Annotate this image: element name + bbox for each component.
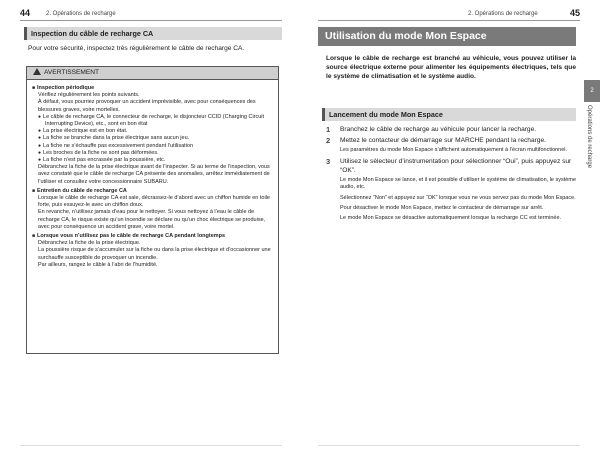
warning-paragraph: Par ailleurs, rangez le câble à l’abri de l’humidité. — [38, 261, 158, 268]
step-note: Le mode Mon Espace se lance, et il est possible d’utiliser le système de climatisation, le système audio, etc. — [340, 177, 576, 191]
warning-subheading: ■ Inspection périodique — [32, 85, 273, 92]
warning-paragraph: Lorsque le câble de recharge CA est sale, décrassez-le d’abord avec un chiffon humide en toile forte, puis essuyez-le avec un chiffon doux. — [38, 195, 270, 209]
chapter-tab: 2 — [584, 80, 600, 102]
warning-body — [27, 80, 278, 272]
page-title: Utilisation du mode Mon Espace — [318, 27, 576, 46]
warning-paragraph: En revanche, n’utilisez jamais d’eau pour le nettoyer. Si vous nettoyez à l’eau le câble de recharge CA, le risque existe qu’un incendie se déclare ou qu’un choc électrique se produise, avec pour conséquence un accident grave, voire mortel. — [38, 209, 266, 230]
warning-bullet: ● La fiche se branche dans la prise électrique sans aucun jeu. — [32, 135, 273, 142]
footer-divider — [318, 445, 580, 446]
warning-bullet: ● Les broches de la fiche ne sont pas déformées. — [32, 150, 273, 157]
section-header: 2. Opérations de recharge — [468, 11, 538, 17]
step-number: 2 — [326, 136, 331, 145]
warning-paragraph: Débranchez la fiche de la prise électrique. — [38, 240, 141, 247]
warning-bullet: ● La fiche n’est pas encrassée par la poussière, etc. — [32, 157, 273, 164]
step-number: 3 — [326, 157, 331, 167]
step-note: Le mode Mon Espace se désactive automatiquement lorsque la recharge CC est terminée. — [340, 215, 562, 222]
step-item — [324, 136, 576, 145]
warning-bullet: ● Le câble de recharge CA, le connecteur de recharge, le disjoncteur CCID (Charging Circuit Interrupting Device), etc., sont en bon état — [32, 114, 273, 128]
warning-subheading: ■ Entretien du câble de recharge CA — [32, 188, 273, 195]
warning-bullet: ● La fiche ne s’échauffe pas excessivement pendant l’utilisation — [32, 143, 273, 150]
step-item — [324, 157, 576, 175]
step-text: Utilisez le sélecteur d’instrumentation pour sélectionner “Oui”, puis appuyez sur “OK”. — [340, 158, 572, 175]
warning-paragraph: Débranchez la fiche de la prise électrique avant de l’inspecter. Si au terme de l’inspection, vous avez constaté que le câble de recharge CA présente des anomalies, arrêtez immédiatement de l’utiliser et consultez votre concessionnaire SUBARU. — [38, 164, 270, 185]
warning-box — [26, 66, 279, 354]
step-text: Branchez le câble de recharge au véhicule pour lancer la recharge. — [340, 126, 537, 133]
section-heading: Lancement du mode Mon Espace — [322, 108, 576, 121]
warning-title: AVERTISSEMENT — [44, 69, 100, 76]
intro-text: Pour votre sécurité, inspectez très régulièrement le câble de recharge CA. — [28, 45, 245, 52]
warning-icon — [33, 68, 41, 75]
chapter-side-label: Opérations de recharge — [586, 105, 592, 169]
step-number: 1 — [326, 125, 331, 134]
warning-subheading: ■ Lorsque vous n’utilisez pas le câble de recharge CA pendant longtemps — [32, 233, 273, 240]
step-text: Mettez le contacteur de démarrage sur MARCHE pendant la recharge. — [340, 137, 546, 144]
step-item — [324, 125, 576, 134]
section-heading: Inspection du câble de recharge CA — [24, 27, 282, 40]
warning-paragraph: Vérifiez régulièrement les points suivants. — [38, 92, 140, 99]
section-header: 2. Opérations de recharge — [46, 11, 116, 17]
header-divider — [318, 20, 580, 21]
warning-bullet: ● La prise électrique est en bon état. — [32, 128, 273, 135]
step-list — [324, 125, 576, 225]
step-note: Les paramètres du mode Mon Espace s’affichent automatiquement à l’écran multifonctionnel. — [340, 147, 568, 153]
warning-paragraph: À défaut, vous pourriez provoquer un accident imprévisible, avec pour conséquences des blessures graves, voire mortelles. — [38, 99, 256, 113]
intro-text: Lorsque le câble de recharge est branché au véhicule, vous pouvez utiliser la source électrique externe pour alimenter les équipements électriques, tels que le système de climatisation et le système audio. — [326, 55, 576, 80]
footer-divider — [20, 445, 282, 446]
header-divider — [20, 20, 282, 21]
warning-header — [27, 67, 278, 80]
page-number: 44 — [20, 8, 31, 18]
warning-paragraph: La poussière risque de s’accumuler sur la fiche ou dans la prise électrique et d’occasionner une surchauffe susceptible de provoquer un incendie. — [38, 247, 271, 261]
step-note: Sélectionnez “Non” et appuyez sur “OK” lorsque vous ne vous servez pas du mode Mon Espace. — [340, 194, 576, 201]
step-note: Pour désactiver le mode Mon Espace, mettez le contacteur de démarrage sur arrêt. — [340, 204, 544, 211]
page-number: 45 — [570, 8, 581, 18]
